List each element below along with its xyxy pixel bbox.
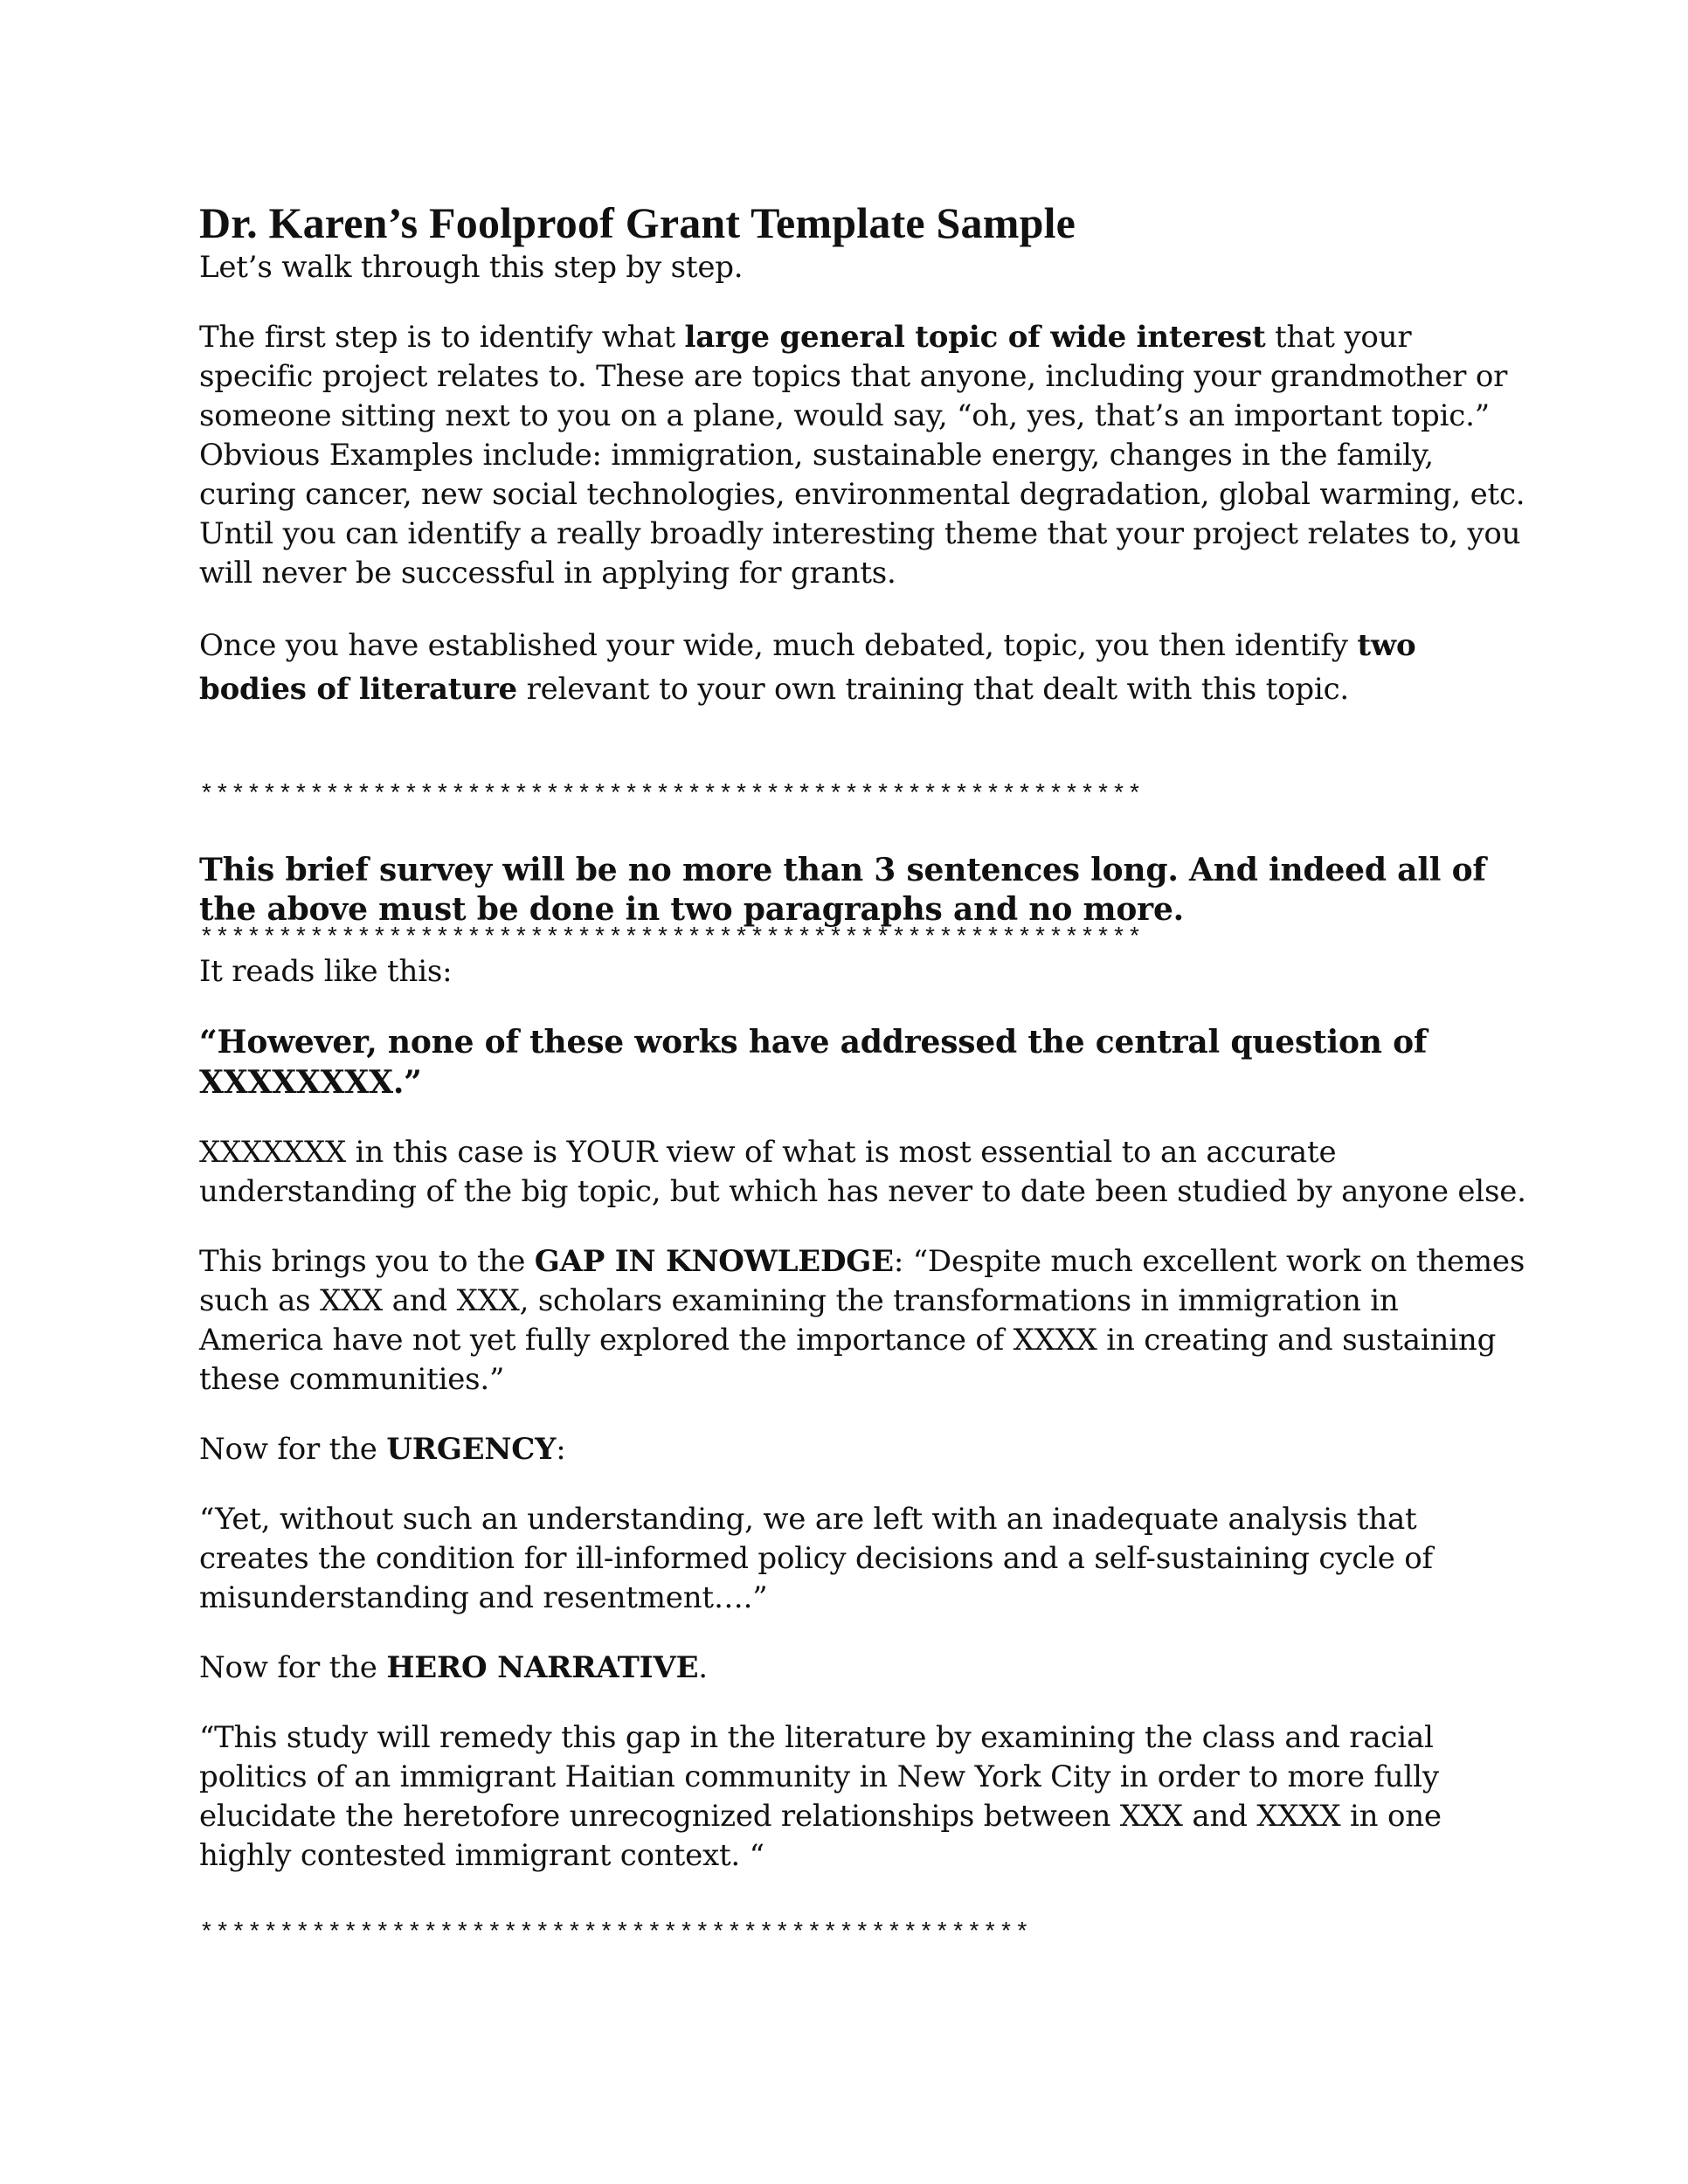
paragraph-text: This brings you to the [199,1244,535,1279]
paragraph-text: Now for the [199,1432,387,1467]
urgency-quote: “Yet, without such an understanding, we are left with an inadequate analysis that creates the condition for ill-informed policy decisions and a self-sustaining cycle of misunderstanding and resentment….” [199,1502,1433,1615]
asterisk-separator: **************************************************** [199,1920,1031,1947]
survey-note: This brief survey will be no more than 3 sentences long. And indeed all of the above must be done in two paragraphs and no more. [199,852,1486,928]
emphasis-text: HERO NARRATIVE [386,1650,699,1685]
emphasis-text: URGENCY [386,1432,557,1467]
emphasis-text: GAP IN KNOWLEDGE [534,1244,894,1279]
emphasis-text: large general topic of wide interest [684,320,1266,355]
paragraph-general-topic [199,318,1527,593]
paragraph-literature [199,624,1527,711]
hero-intro [199,1648,1527,1688]
document-body [199,197,1527,1947]
paragraph-text: Once you have established your wide, much debated, topic, you then identify [199,628,1358,663]
however-quote: “However, none of these works have addressed the central question of XXXXXXXX.” [199,1024,1428,1101]
paragraph-text: : [556,1432,566,1467]
paragraph-text: : “Despite much excellent work on themes such as XXX and XXX, scholars examining the transformations in immigration in America have not yet fully explored the importance of XXXX in creating and sustaining these communities.” [199,1244,1525,1397]
paragraph-text: relevant to your own training that dealt with this topic. [516,672,1350,707]
paragraph-text: . [698,1650,708,1685]
gap-in-knowledge-paragraph [199,1242,1527,1400]
asterisk-separator: ************************************************************ [199,782,1144,809]
document-title: Dr. Karen’s Foolproof Grant Template Sample [199,198,1076,247]
paragraph-text: The first step is to identify what [199,320,685,355]
asterisk-separator: ************************************************************ [199,925,1144,952]
paragraph-text: that your specific project relates to. These are topics that anyone, including your grandmother or someone sitting next to you on a plane, would say, “oh, yes, that’s an important topic.” Obvious Examples include: immigration, sustainable energy, changes in the family, curing cancer, new social technologies, environmental degradation, global warming, etc. Until you can identify a really broadly interesting theme that your project relates to, you will never be successful in applying for grants. [199,320,1525,591]
xxx-explanation: XXXXXXX in this case is YOUR view of what is most essential to an accurate understanding of the big topic, but which has never to date been studied by anyone else. [199,1135,1526,1209]
hero-quote: “This study will remedy this gap in the literature by examining the class and racial politics of an immigrant Haitian community in New York City in order to more fully elucidate the heretofore unrecognized relationships between XXX and XXXX in one highly contested immigrant context. “ [199,1720,1442,1873]
document-subtitle: Let’s walk through this step by step. [199,250,744,285]
urgency-intro [199,1430,1527,1469]
emphasis-text: two bodies of literature [199,628,1416,707]
reads-like-label: It reads like this: [199,954,453,989]
paragraph-text: Now for the [199,1650,387,1685]
